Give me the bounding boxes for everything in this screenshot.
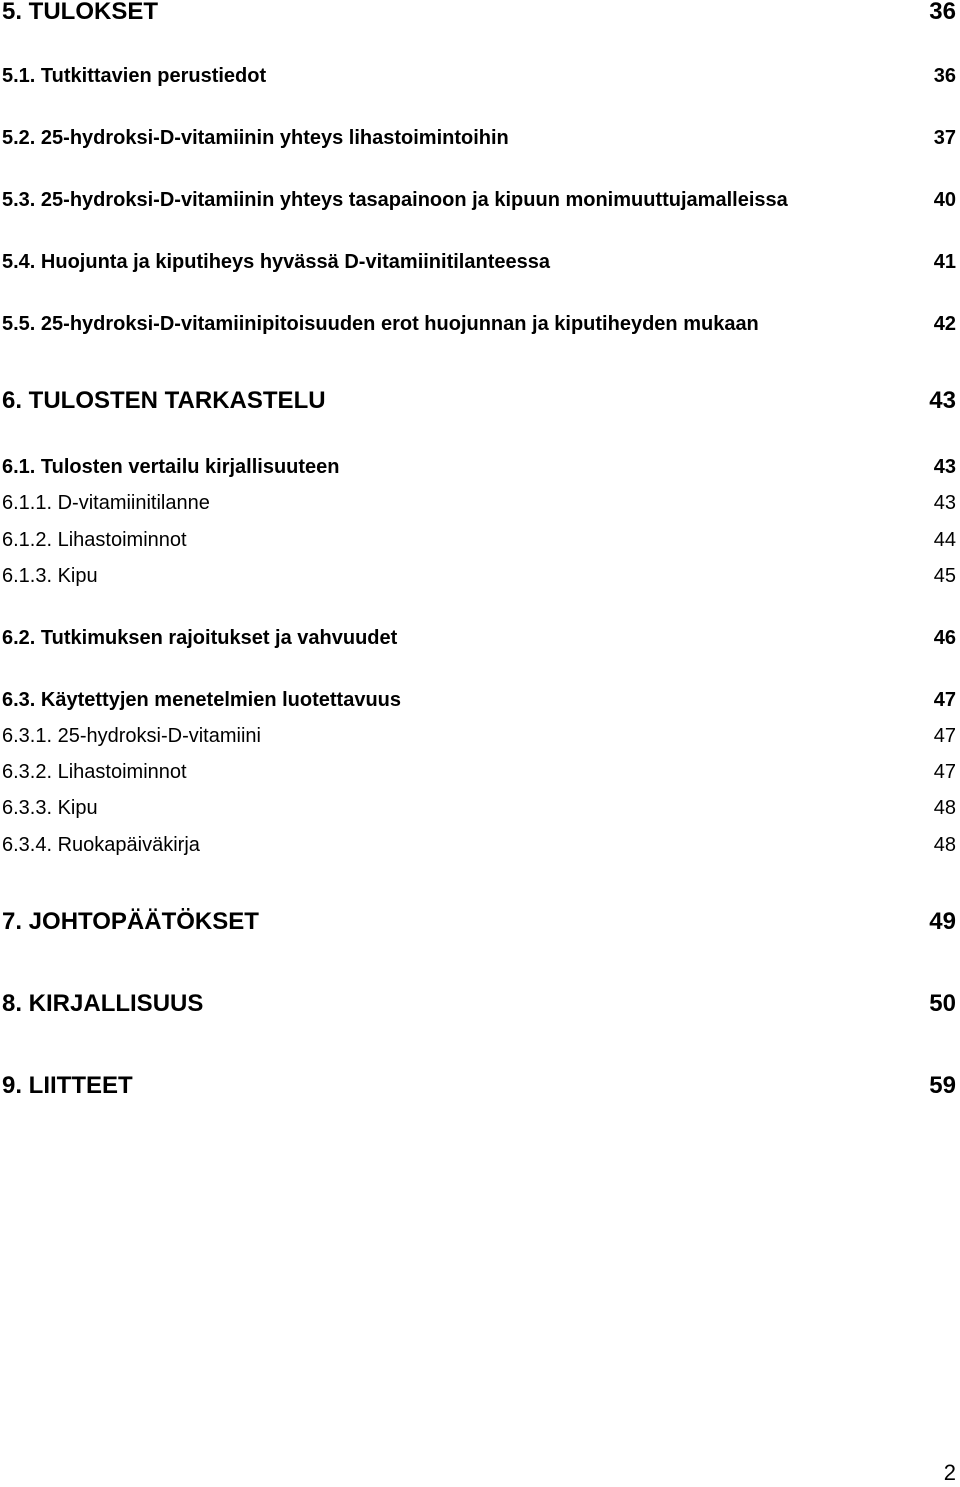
toc-entry-label: 5.2. 25-hydroksi-D-vitamiinin yhteys lihastoimintoihin bbox=[2, 127, 509, 149]
toc-entry-5-4[interactable] bbox=[2, 252, 956, 272]
toc-entry-label: 6. TULOSTEN TARKASTELU bbox=[2, 387, 326, 414]
toc-entry-page: 36 bbox=[929, 0, 956, 25]
toc-entry-label: 6.1.3. Kipu bbox=[2, 565, 98, 587]
toc-entry-6-3-1[interactable] bbox=[2, 726, 956, 746]
toc-entry-label: 6.1. Tulosten vertailu kirjallisuuteen bbox=[2, 456, 340, 478]
toc-entry-6-3[interactable] bbox=[2, 690, 956, 710]
toc-entry-6-3-4[interactable] bbox=[2, 835, 956, 855]
toc-entry-page: 46 bbox=[933, 627, 956, 649]
toc-entry-6-1-2[interactable] bbox=[2, 530, 956, 550]
toc-entry-page: 40 bbox=[933, 189, 956, 211]
toc-entry-label: 5.3. 25-hydroksi-D-vitamiinin yhteys tasapainoon ja kipuun monimuuttujamalleissa bbox=[2, 189, 788, 211]
toc-entry-6-1-1[interactable] bbox=[2, 493, 956, 513]
toc-entry-label: 5.5. 25-hydroksi-D-vitamiinipitoisuuden erot huojunnan ja kiputiheyden mukaan bbox=[2, 313, 759, 335]
toc-entry-page: 37 bbox=[933, 127, 956, 149]
toc-entry-6-1-3[interactable] bbox=[2, 566, 956, 586]
toc-entry-6-3-3[interactable] bbox=[2, 798, 956, 818]
toc-entry-label: 7. JOHTOPÄÄTÖKSET bbox=[2, 908, 259, 935]
toc-entry-7[interactable] bbox=[2, 910, 956, 934]
toc-entry-label: 5.1. Tutkittavien perustiedot bbox=[2, 65, 267, 87]
toc-entry-6-3-2[interactable] bbox=[2, 762, 956, 782]
toc-entry-label: 6.1.2. Lihastoiminnot bbox=[2, 529, 187, 551]
toc-entry-page: 47 bbox=[933, 689, 956, 711]
toc-entry-page: 43 bbox=[933, 456, 956, 478]
toc-entry-page: 36 bbox=[933, 65, 956, 87]
toc-entry-page: 48 bbox=[933, 834, 956, 856]
toc-entry-5-2[interactable] bbox=[2, 128, 956, 148]
toc-entry-label: 6.2. Tutkimuksen rajoitukset ja vahvuudet bbox=[2, 627, 398, 649]
toc-entry-page: 49 bbox=[929, 908, 956, 935]
toc-entry-page: 41 bbox=[933, 251, 956, 273]
toc-entry-label: 9. LIITTEET bbox=[2, 1072, 133, 1099]
toc-entry-label: 8. KIRJALLISUUS bbox=[2, 990, 204, 1017]
toc-entry-label: 6.3.3. Kipu bbox=[2, 797, 98, 819]
toc-entry-6[interactable] bbox=[2, 389, 956, 413]
toc-entry-label: 6.3.4. Ruokapäiväkirja bbox=[2, 834, 200, 856]
toc-entry-label: 6.3. Käytettyjen menetelmien luotettavuus bbox=[2, 689, 402, 711]
toc-entry-page: 47 bbox=[933, 761, 956, 783]
toc-entry-label: 5. TULOKSET bbox=[2, 0, 159, 25]
page-number: 2 bbox=[943, 1460, 956, 1485]
toc-entry-page: 48 bbox=[933, 797, 956, 819]
toc-entry-label: 6.3.2. Lihastoiminnot bbox=[2, 761, 187, 783]
toc-entry-page: 50 bbox=[929, 990, 956, 1017]
toc-entry-9[interactable] bbox=[2, 1074, 956, 1098]
toc-entry-page: 43 bbox=[933, 492, 956, 514]
toc-entry-6-2[interactable] bbox=[2, 628, 956, 648]
toc-entry-page: 45 bbox=[933, 565, 956, 587]
toc-entry-label: 6.3.1. 25-hydroksi-D-vitamiini bbox=[2, 725, 261, 747]
toc-entry-5-5[interactable] bbox=[2, 314, 956, 334]
toc-entry-page: 43 bbox=[929, 387, 956, 414]
toc-entry-page: 44 bbox=[933, 529, 956, 551]
toc-entry-6-1[interactable] bbox=[2, 457, 956, 477]
toc-entry-page: 47 bbox=[933, 725, 956, 747]
toc-entry-label: 5.4. Huojunta ja kiputiheys hyvässä D-vitamiinitilanteessa bbox=[2, 251, 550, 273]
toc-entry-5-3[interactable] bbox=[2, 190, 956, 210]
toc-entry-8[interactable] bbox=[2, 992, 956, 1016]
toc-entry-label: 6.1.1. D-vitamiinitilanne bbox=[2, 492, 210, 514]
toc-entry-page: 59 bbox=[929, 1072, 956, 1099]
toc-entry-5[interactable] bbox=[2, 0, 956, 24]
toc-entry-5-1[interactable] bbox=[2, 66, 956, 86]
toc-entry-page: 42 bbox=[933, 313, 956, 335]
